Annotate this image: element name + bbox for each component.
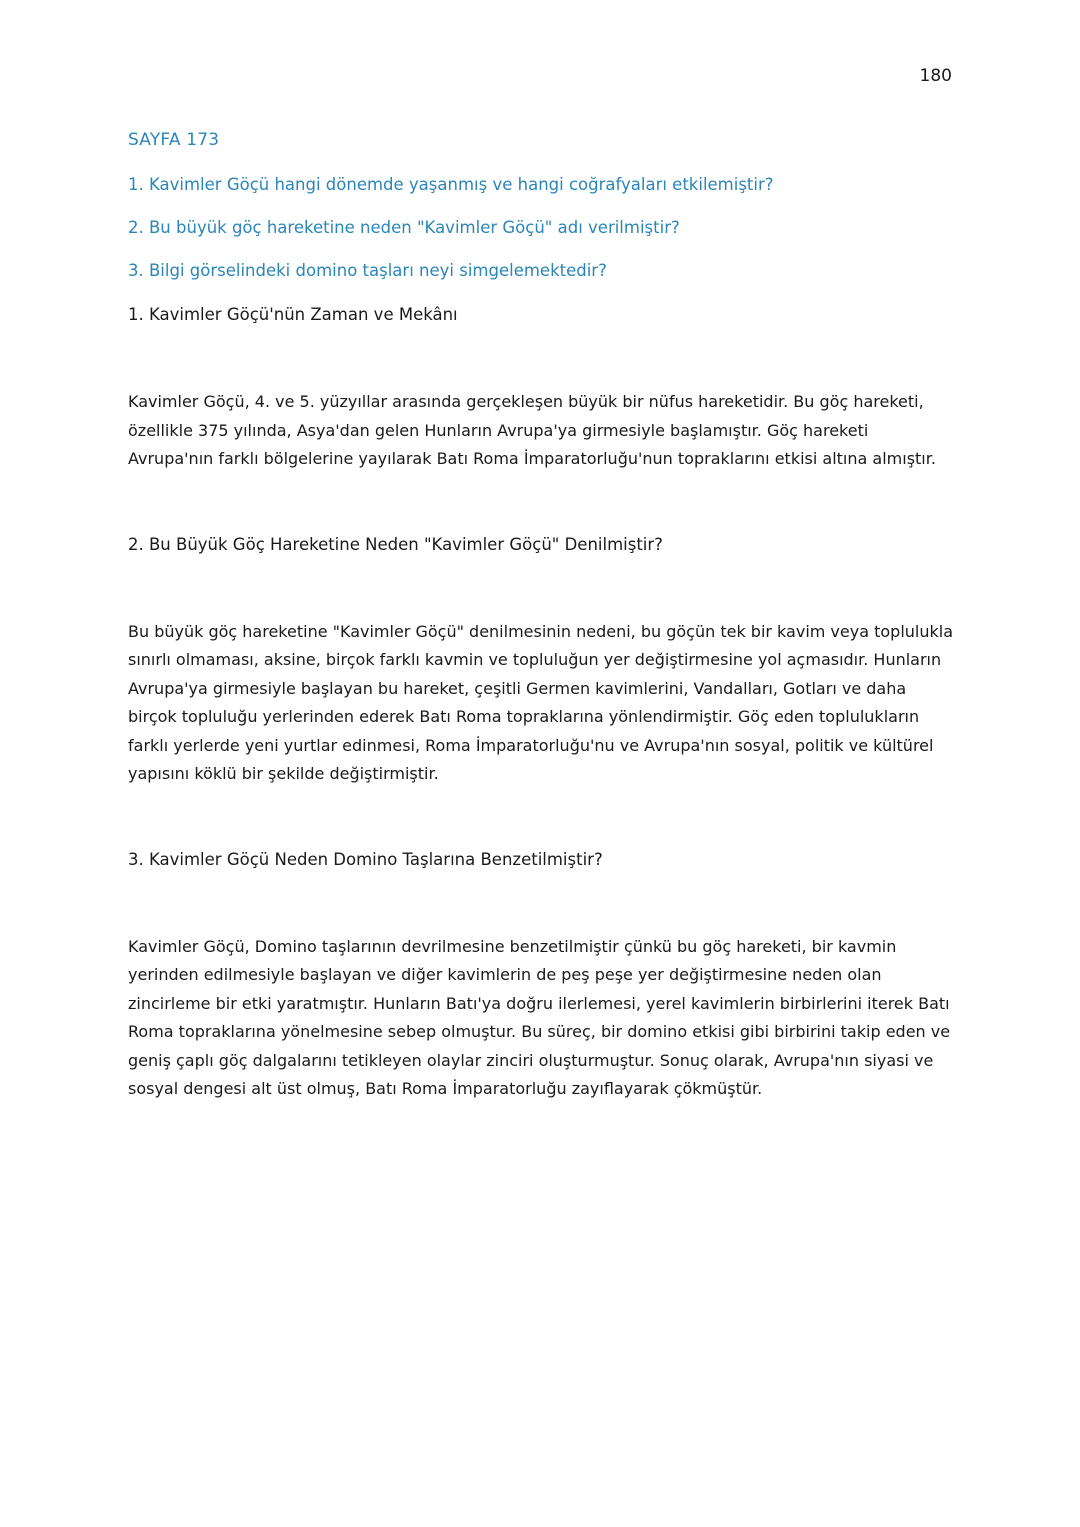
page-number: 180 [919,66,952,86]
section-1-body: Kavimler Göçü, 4. ve 5. yüzyıllar arasında gerçekleşen büyük bir nüfus hareketidir. Bu göç hareketi, özellikle 375 yılında, Asya'dan gelen Hunların Avrupa'ya girmesiyle başlamıştır. Göç hareketi Avrupa'nın farklı bölgelerine yayılarak Batı Roma İmparatorluğu'nun topraklarını etkisi altına almıştır. [128,392,936,468]
question-1: 1. Kavimler Göçü hangi dönemde yaşanmış ve hangi coğrafyaları etkilemiştir? [128,175,774,194]
page-reference: SAYFA 173 [128,130,220,150]
section-2-heading: 2. Bu Büyük Göç Hareketine Neden "Kavimler Göçü" Denilmiştir? [128,534,663,554]
section-3-heading: 3. Kavimler Göçü Neden Domino Taşlarına Benzetilmiştir? [128,849,603,869]
section-1-heading: 1. Kavimler Göçü'nün Zaman ve Mekânı [128,305,458,324]
document-content [128,130,958,1104]
section-2-body: Bu büyük göç hareketine "Kavimler Göçü" denilmesinin nedeni, bu göçün tek bir kavim veya toplulukla sınırlı olmaması, aksine, birçok farklı kavmin ve topluluğun yer değiştirmesine yol açmasıdır. Hunların Avrupa'ya girmesiyle başlayan bu hareket, çeşitli Germen kavimlerini, Vandalları, Gotları ve daha birçok topluluğu yerlerinden ederek Batı Roma topraklarına yönlendirmiştir. Göç eden toplulukların farklı yerlerde yeni yurtlar edinmesi, Roma İmparatorluğu'nu ve Avrupa'nın sosyal, politik ve kültürel yapısını köklü bir şekilde değiştirmiştir. [128,621,954,783]
section-3-body: Kavimler Göçü, Domino taşlarının devrilmesine benzetilmiştir çünkü bu göç hareketi, bir kavmin yerinden edilmesiyle başlayan ve diğer kavimlerin de peş peşe yer değiştirmesine neden olan zincirleme bir etki yaratmıştır. Hunların Batı'ya doğru ilerlemesi, yerel kavimlerin birbirlerini iterek Batı Roma topraklarına yönelmesine sebep olmuştur. Bu süreç, bir domino etkisi gibi birbirini takip eden ve geniş çaplı göç dalgalarını tetikleyen olaylar zinciri oluşturmuştur. Sonuç olarak, Avrupa'nın siyasi ve sosyal dengesi alt üst olmuş, Batı Roma İmparatorluğu zayıflayarak çökmüştür. [128,936,951,1098]
question-3: 3. Bilgi görselindeki domino taşları neyi simgelemektedir? [128,261,607,280]
question-2: 2. Bu büyük göç hareketine neden "Kavimler Göçü" adı verilmiştir? [128,218,680,237]
